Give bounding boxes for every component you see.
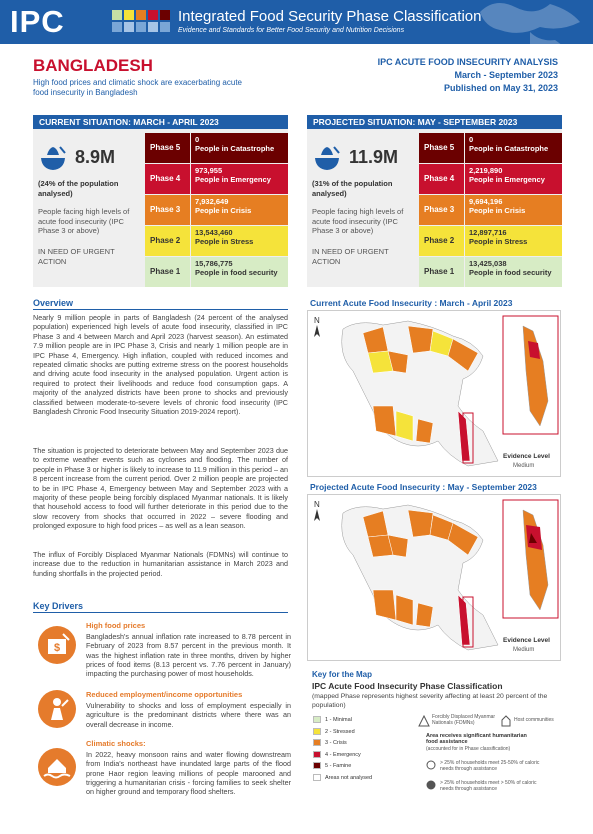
color-swatch (313, 751, 321, 758)
projected-facing-text: People facing high levels of acute food insecurity (IPC Phase 3 or above) (312, 207, 404, 235)
assistance-level-2: > 25% of households meet > 50% of caloric needs through assistance (440, 780, 537, 792)
phase-label: Phase 3 (419, 195, 464, 225)
header-banner (0, 0, 593, 44)
projected-phase-row-3 (419, 195, 562, 226)
ipc-logo: IPC (10, 4, 65, 39)
map-key-note: (mapped Phase represents highest severity affecting at least 20 percent of the population) (312, 693, 548, 709)
phase-count: 15,786,775 (195, 259, 233, 268)
color-swatch (313, 716, 321, 723)
phase-label: Phase 2 (145, 226, 190, 256)
phase-count: 12,897,716 (469, 228, 507, 237)
svg-text:$: $ (53, 642, 61, 654)
map-key-item (313, 716, 352, 725)
phase-count: 2,219,890 (469, 166, 503, 175)
host-community-icon (500, 715, 512, 727)
phase-description: People in food security (469, 268, 552, 277)
analysis-info (378, 56, 558, 95)
current-phase-row-1 (145, 257, 288, 288)
color-swatch (313, 728, 321, 735)
assistance-subtitle: (accounted for in Phase classification) (426, 746, 511, 752)
analysis-type: IPC ACUTE FOOD INSECURITY ANALYSIS (377, 57, 558, 67)
country-title: BANGLADESH (33, 56, 153, 75)
flood-house-icon (38, 748, 76, 786)
map-key-label: 4 - Emergency (325, 751, 361, 758)
phase-count: 9,694,196 (469, 197, 503, 206)
overview-heading: Overview (33, 298, 74, 308)
current-map (307, 310, 561, 477)
phase-description: People in Emergency (469, 175, 545, 184)
map-key-subheading: IPC Acute Food Insecurity Phase Classification (312, 681, 503, 691)
driver-text-3: In 2022, heavy monsoon rains and water flowing downstream from India's northeast have inundated large parts of the flood prone Haor region leaving millions of people marooned and triggering a humanitarian crisis - forcing families to seek shelter on higher ground and temporary flood shelters. (86, 750, 291, 797)
phase-value (191, 164, 288, 194)
ipc-logo-squares (112, 8, 172, 36)
phase-description: People in Stress (195, 237, 254, 246)
phase-count: 7,932,649 (195, 197, 229, 206)
projected-phase-row-4 (419, 164, 562, 195)
svg-text:N: N (314, 316, 320, 325)
map-key-item (313, 728, 355, 737)
assistance-title: Area receives significant humanitarian food assistance (426, 733, 527, 745)
phase-count: 0 (469, 135, 474, 144)
current-evidence-label: Evidence Level (503, 453, 550, 460)
assistance-high-icon (426, 780, 436, 790)
overview-paragraph-3: The influx of Forcibly Displaced Myanmar Nationals (FDMNs) will continue to increase due to the reduction in humanitarian assistance in March 2023 and funding shortfalls in the projected period. (33, 550, 288, 578)
driver-title-2: Reduced employment/income opportunities (86, 690, 243, 699)
map-key-item (313, 774, 372, 783)
publication-date: Published on May 31, 2023 (443, 83, 558, 93)
phase-description: People in Catastrophe (195, 144, 275, 153)
current-panel-title: CURRENT SITUATION: MARCH - APRIL 2023 (33, 115, 288, 129)
projected-percentage: (31% of the population analysed) (312, 179, 393, 198)
map-key-heading: Key for the Map (312, 670, 373, 679)
phase-description: People in Emergency (195, 175, 271, 184)
phase-count: 973,955 (195, 166, 223, 175)
map-key-label: 1 - Minimal (325, 716, 352, 723)
driver-title-3: Climatic shocks: (86, 739, 146, 748)
current-situation-panel (33, 115, 288, 287)
assistance-low-icon (426, 760, 436, 770)
projected-urgent-text: IN NEED OF URGENT ACTION (312, 247, 389, 266)
phase-label: Phase 2 (419, 226, 464, 256)
phase-description: People in food security (195, 268, 278, 277)
overview-paragraph-1: Nearly 9 million people in parts of Bangladesh (24 percent of the analysed population) experienced high levels of acute food insecurity, classified in IPC Phase 3 and 4 between March and April 2023 (harvest season). An estimated 7.9 million people are in IPC Phase 3, Crisis and nearly 1 million people are in IPC Phase 4, Emergency. High inflation, coupled with reduced incomes and repeated climatic shocks are putting extreme stress on the poorest households and driving acute food insecurity in the analysed population. Urgent action is required to protect their livelihoods and reduce food consumption gaps. A majority of the analyzed districts have been prone to shocks and previously classified between moderate-to-severe levels of chronic food insecurity (IPC Bangladesh Chronic Food Insecurity Situation 2019-2024 report). (33, 313, 288, 417)
current-phase-row-3 (145, 195, 288, 226)
overview-paragraph-2: The situation is projected to deteriorate between May and September 2023 due to extreme weather events such as cyclones and flooding. The number of people in Phase 3 or higher is likely to increase to 11.9 million in this period – an 8 percent increase from the current period. Over 2 million people are projected to be in IPC Phase 4, Emergency between May and September 2023 with a majority of these people being forcibly displaced Myanmar nationals. It is likely that household access to food will further deteriorate in this period due to the slow recovery from shocks that occurred in 2022 – severe flooding and prolonged exposure to high food prices – as well as a lean season. (33, 446, 288, 531)
north-arrow (314, 500, 320, 521)
projected-map-title: Projected Acute Food Insecurity : May - September 2023 (310, 482, 537, 492)
map-key-label: Areas not analysed (325, 774, 373, 781)
projected-panel-title: PROJECTED SITUATION: MAY - SEPTEMBER 2023 (307, 115, 562, 129)
phase-label: Phase 4 (145, 164, 190, 194)
color-swatch (313, 762, 321, 769)
price-dollar-icon (38, 626, 76, 664)
current-percentage: (24% of the population analysed) (38, 179, 119, 198)
map-key-label: 5 - Famine (325, 762, 352, 769)
driver-text-1: Bangladesh's annual inflation rate increased to 8.78 percent in February of 2023 from 8.57 percent in the previous month. It was the highest inflation rate in three months, driven by higher prices of food items (8.13 percent vs. 7.76 percent in January) impacting the purchasing power of most households. (86, 632, 291, 679)
north-arrow (314, 316, 320, 337)
overview-divider (33, 309, 288, 310)
phase-count: 13,425,038 (469, 259, 507, 268)
drivers-divider (33, 612, 288, 613)
food-bowl-icon (312, 143, 342, 173)
driver-text-2: Vulnerability to shocks and loss of employment especially in agriculture is the predominant districts where there was an overall decrease in income. (86, 701, 291, 729)
phase-description: People in Crisis (469, 206, 526, 215)
map-key-label: 2 - Stressed (325, 728, 355, 735)
report-subtitle: High food prices and climatic shock are exacerbating acute food insecurity in Bangladesh (33, 78, 242, 97)
map-key-item (313, 739, 347, 748)
phase-value (465, 133, 562, 163)
phase-label: Phase 1 (145, 257, 190, 287)
phase-label: Phase 1 (419, 257, 464, 287)
color-swatch (313, 774, 321, 781)
fdmn-camp-icon (418, 715, 430, 727)
current-phase-row-4 (145, 164, 288, 195)
projected-phase-row-2 (419, 226, 562, 257)
map-key-item (313, 762, 351, 771)
projected-evidence-label: Evidence Level (503, 637, 550, 644)
current-evidence-value: Medium (513, 463, 535, 469)
color-swatch (313, 739, 321, 746)
analysis-period: March - September 2023 (454, 70, 558, 80)
phase-value (465, 226, 562, 256)
current-phase-row-2 (145, 226, 288, 257)
drivers-heading: Key Drivers (33, 601, 84, 611)
host-community-label: Host communities (514, 717, 554, 723)
svg-text:N: N (314, 500, 320, 509)
phase-description: People in Stress (469, 237, 528, 246)
projected-map (307, 494, 561, 661)
projected-phase-row-5 (419, 133, 562, 164)
phase-value (191, 257, 288, 287)
phase-label: Phase 3 (145, 195, 190, 225)
current-phase-row-5 (145, 133, 288, 164)
phase-label: Phase 4 (419, 164, 464, 194)
assistance-level-1: > 25% of households meet 25-50% of caloric needs through assistance (440, 760, 540, 772)
current-map-title: Current Acute Food Insecurity : March - April 2023 (310, 298, 513, 308)
worker-icon (38, 690, 76, 728)
globe-map-icon (470, 0, 590, 44)
current-total: 8.9M (75, 147, 116, 167)
phase-count: 0 (195, 135, 200, 144)
phase-value (191, 195, 288, 225)
driver-title-1: High food prices (86, 621, 146, 630)
projected-total: 11.9M (349, 147, 399, 167)
header-title: Integrated Food Security Phase Classification (178, 8, 482, 25)
phase-description: People in Catastrophe (469, 144, 549, 153)
phase-value (465, 195, 562, 225)
current-urgent-text: IN NEED OF URGENT ACTION (38, 247, 115, 266)
phase-value (465, 257, 562, 287)
phase-count: 13,543,460 (195, 228, 233, 237)
projected-evidence-value: Medium (513, 647, 535, 653)
projected-phase-row-1 (419, 257, 562, 288)
fdmn-label: Forcibly Displaced Myanmar Nationals (FDMNs) (432, 714, 496, 726)
phase-value (191, 226, 288, 256)
current-facing-text: People facing high levels of acute food insecurity (IPC Phase 3 or above) (38, 207, 130, 235)
map-key-item (313, 751, 361, 760)
food-bowl-icon (38, 143, 68, 173)
header-subtitle: Evidence and Standards for Better Food Security and Nutrition Decisions (178, 27, 405, 34)
map-key-label: 3 - Crisis (325, 739, 347, 746)
phase-description: People in Crisis (195, 206, 252, 215)
phase-label: Phase 5 (419, 133, 464, 163)
projected-situation-panel (307, 115, 562, 287)
phase-label: Phase 5 (145, 133, 190, 163)
phase-value (465, 164, 562, 194)
phase-value (191, 133, 288, 163)
